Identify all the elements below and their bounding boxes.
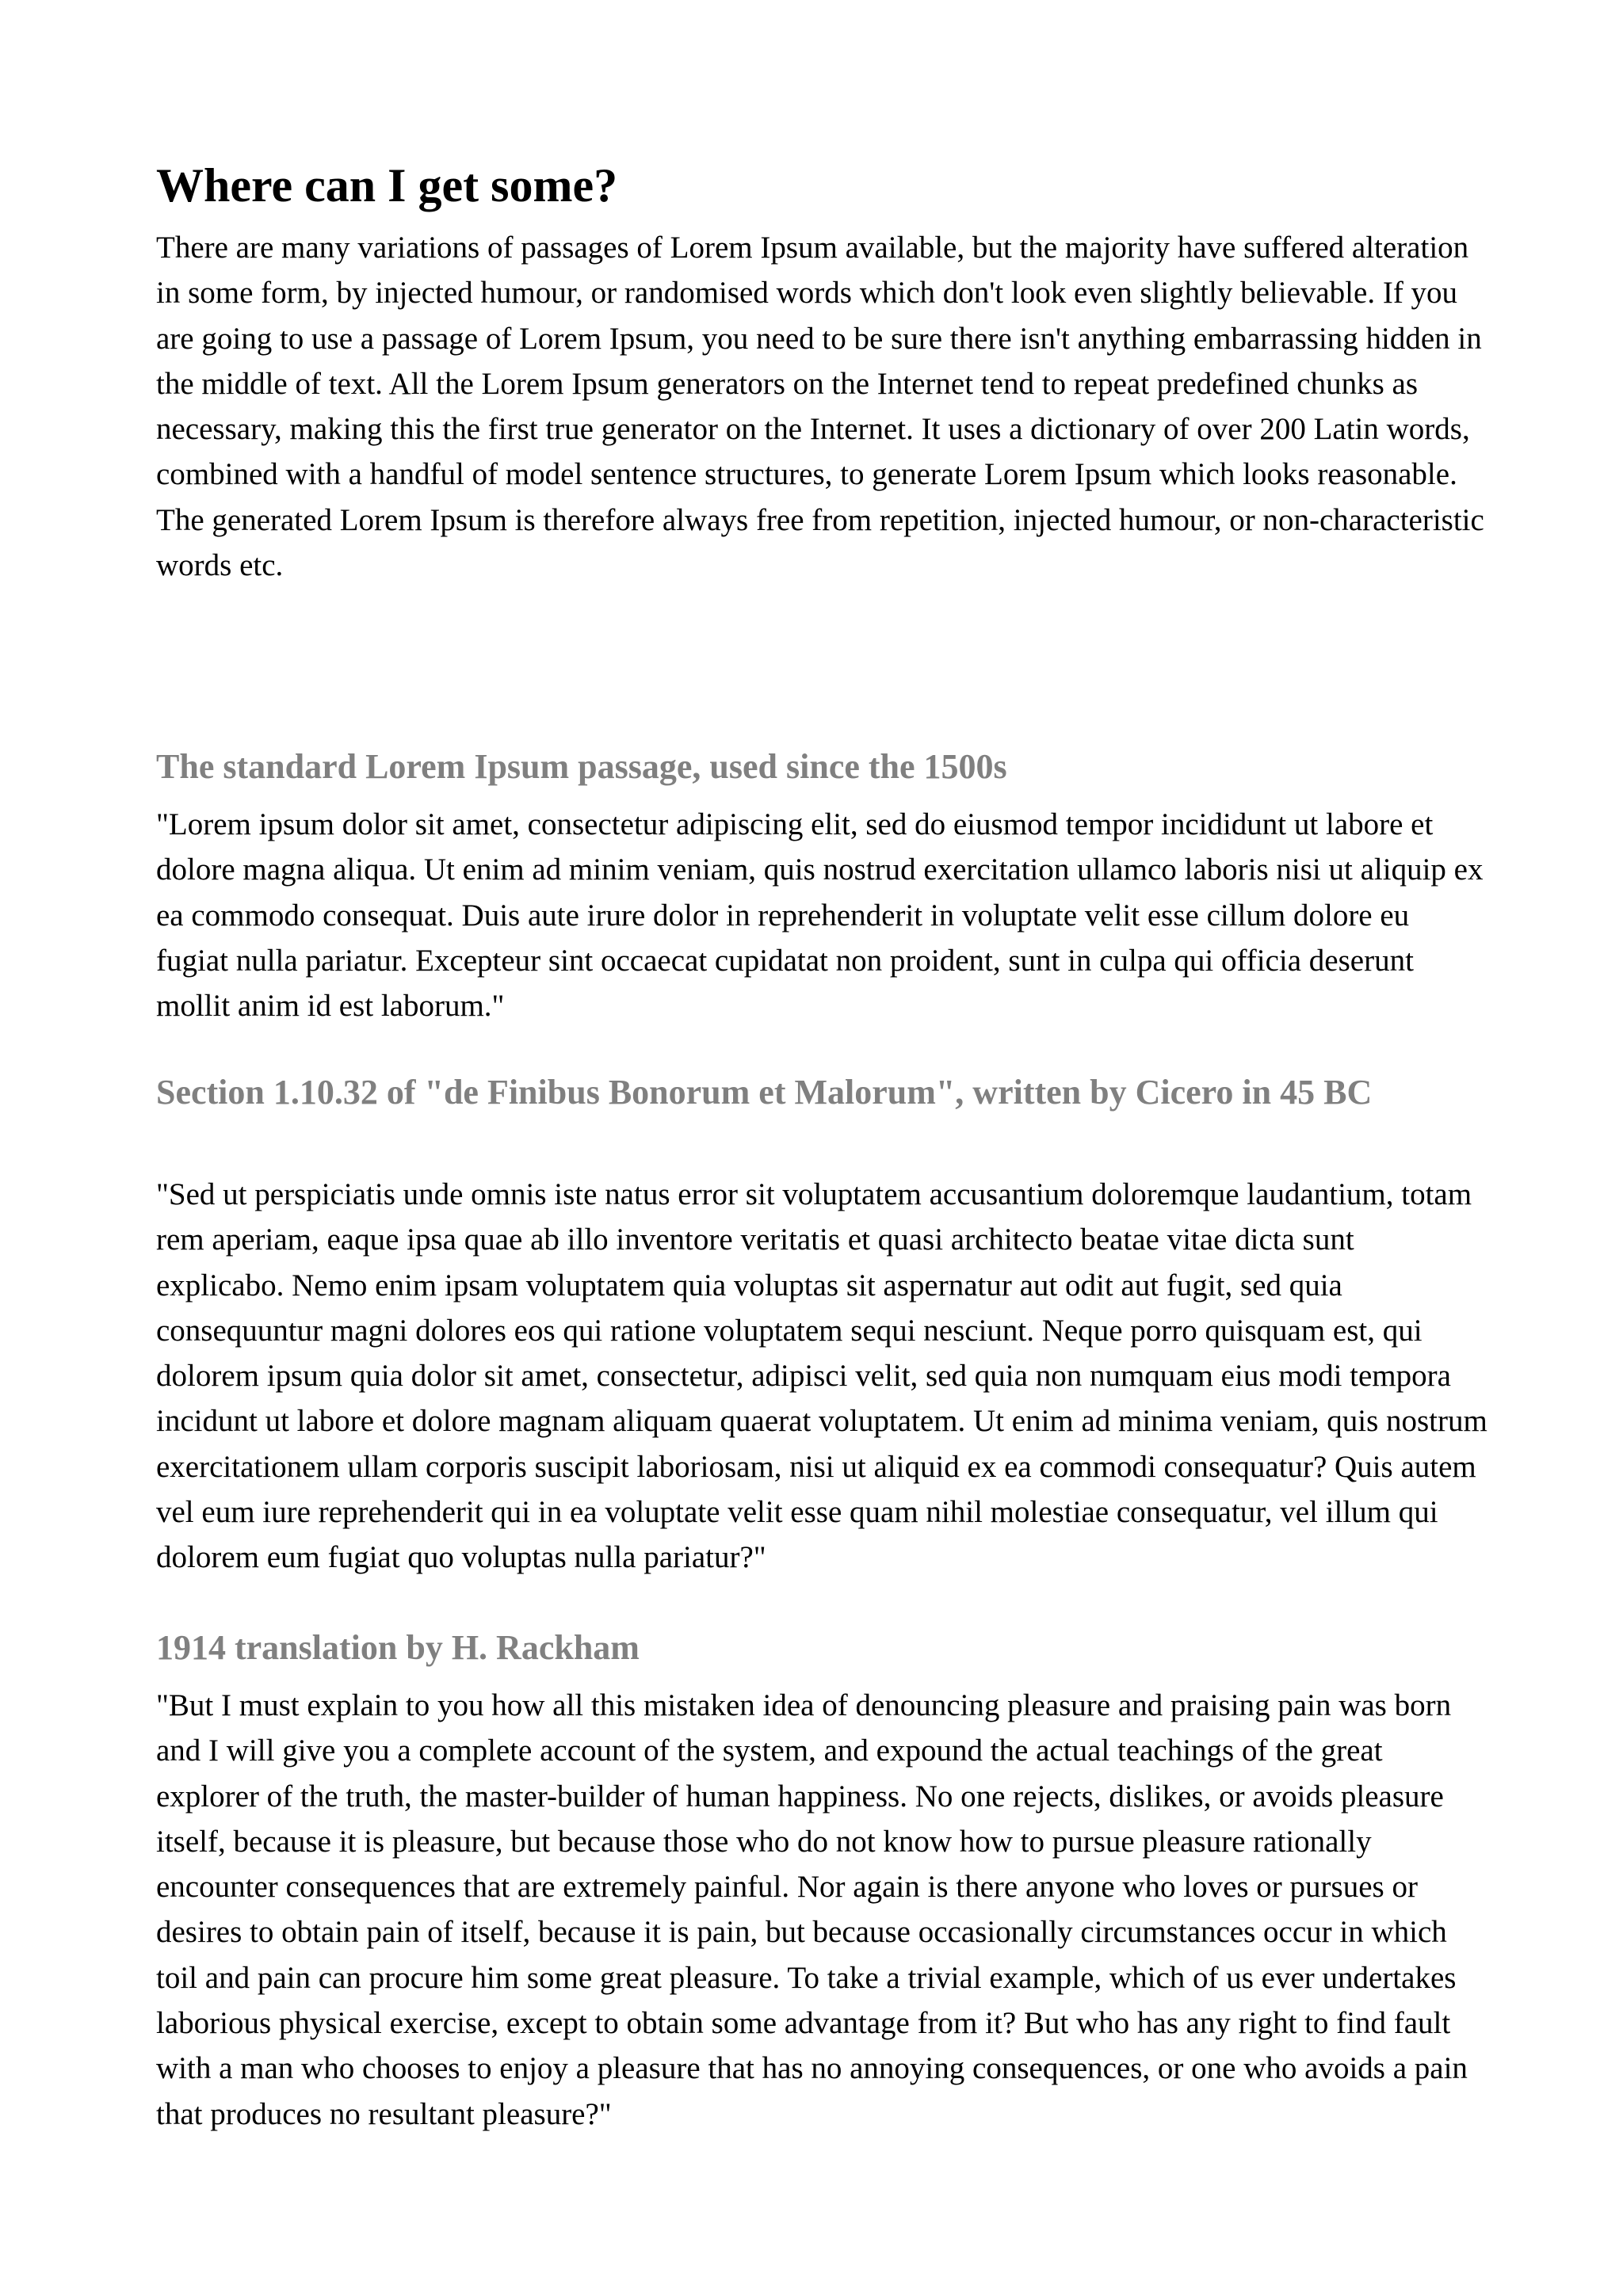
section-paragraph-translation: "But I must explain to you how all this mistaken idea of denouncing pleasure and praising pain was born and I will give you a complete account of the system, and expound the actual teachings of the great explorer of the truth, the master-builder of human happiness. No one rejects, dislikes, or avoids pleasure itself, because it is pleasure, but because those who do not know how to pursue pleasure rationally encounter consequences that are extremely painful. Nor again is there anyone who loves or pursues or desires to obtain pain of itself, because it is pain, but because occasionally circumstances occur in which toil and pain can procure him some great pleasure. To take a trivial example, which of us ever undertakes laborious physical exercise, except to obtain some advantage from it? But who has any right to find fault with a man who chooses to enjoy a pleasure that has no annoying consequences, or one who avoids a pain that produces no resultant pleasure?": [156, 1688, 1468, 2131]
section-heading-cicero: Section 1.10.32 of "de Finibus Bonorum et Malorum", written by Cicero in 45 BC: [156, 1073, 1373, 1112]
intro-paragraph: There are many variations of passages of Lorem Ipsum available, but the majority have suffered alteration in some form, by injected humour, or randomised words which don't look even slightly believable. If you are going to use a passage of Lorem Ipsum, you need to be sure there isn't anything embarrassing hidden in the middle of text. All the Lorem Ipsum generators on the Internet tend to repeat predefined chunks as necessary, making this the first true generator on the Internet. It uses a dictionary of over 200 Latin words, combined with a handful of model sentence structures, to generate Lorem Ipsum which looks reasonable. The generated Lorem Ipsum is therefore always free from repetition, injected humour, or non-characteristic words etc.: [156, 231, 1484, 583]
page-title: Where can I get some?: [156, 159, 618, 212]
section-paragraph-standard-passage: "Lorem ipsum dolor sit amet, consectetur adipiscing elit, sed do eiusmod tempor incididunt ut labore et dolore magna aliqua. Ut enim ad minim veniam, quis nostrud exercitation ullamco laboris nisi ut aliquip ex ea commodo consequat. Duis aute irure dolor in reprehenderit in voluptate velit esse cillum dolore eu fugiat nulla pariatur. Excepteur sint occaecat cupidatat non proident, sunt in culpa qui officia deserunt mollit anim id est laborum.": [156, 807, 1484, 1024]
section-heading-standard-passage: The standard Lorem Ipsum passage, used since the 1500s: [156, 747, 1007, 786]
section-heading-translation: 1914 translation by H. Rackham: [156, 1628, 640, 1667]
section-paragraph-cicero: "Sed ut perspiciatis unde omnis iste natus error sit voluptatem accusantium doloremque laudantium, totam rem aperiam, eaque ipsa quae ab illo inventore veritatis et quasi architecto beatae vitae dicta sunt explicabo. Nemo enim ipsam voluptatem quia voluptas sit aspernatur aut odit aut fugit, sed quia consequuntur magni dolores eos qui ratione voluptatem sequi nesciunt. Neque porro quisquam est, qui dolorem ipsum quia dolor sit amet, consectetur, adipisci velit, sed quia non numquam eius modi tempora incidunt ut labore et dolore magnam aliquam quaerat voluptatem. Ut enim ad minima veniam, quis nostrum exercitationem ullam corporis suscipit laboriosam, nisi ut aliquid ex ea commodi consequatur? Quis autem vel eum iure reprehenderit qui in ea voluptate velit esse quam nihil molestiae consequatur, vel illum qui dolorem eum fugiat quo voluptas nulla pariatur?": [156, 1177, 1487, 1575]
